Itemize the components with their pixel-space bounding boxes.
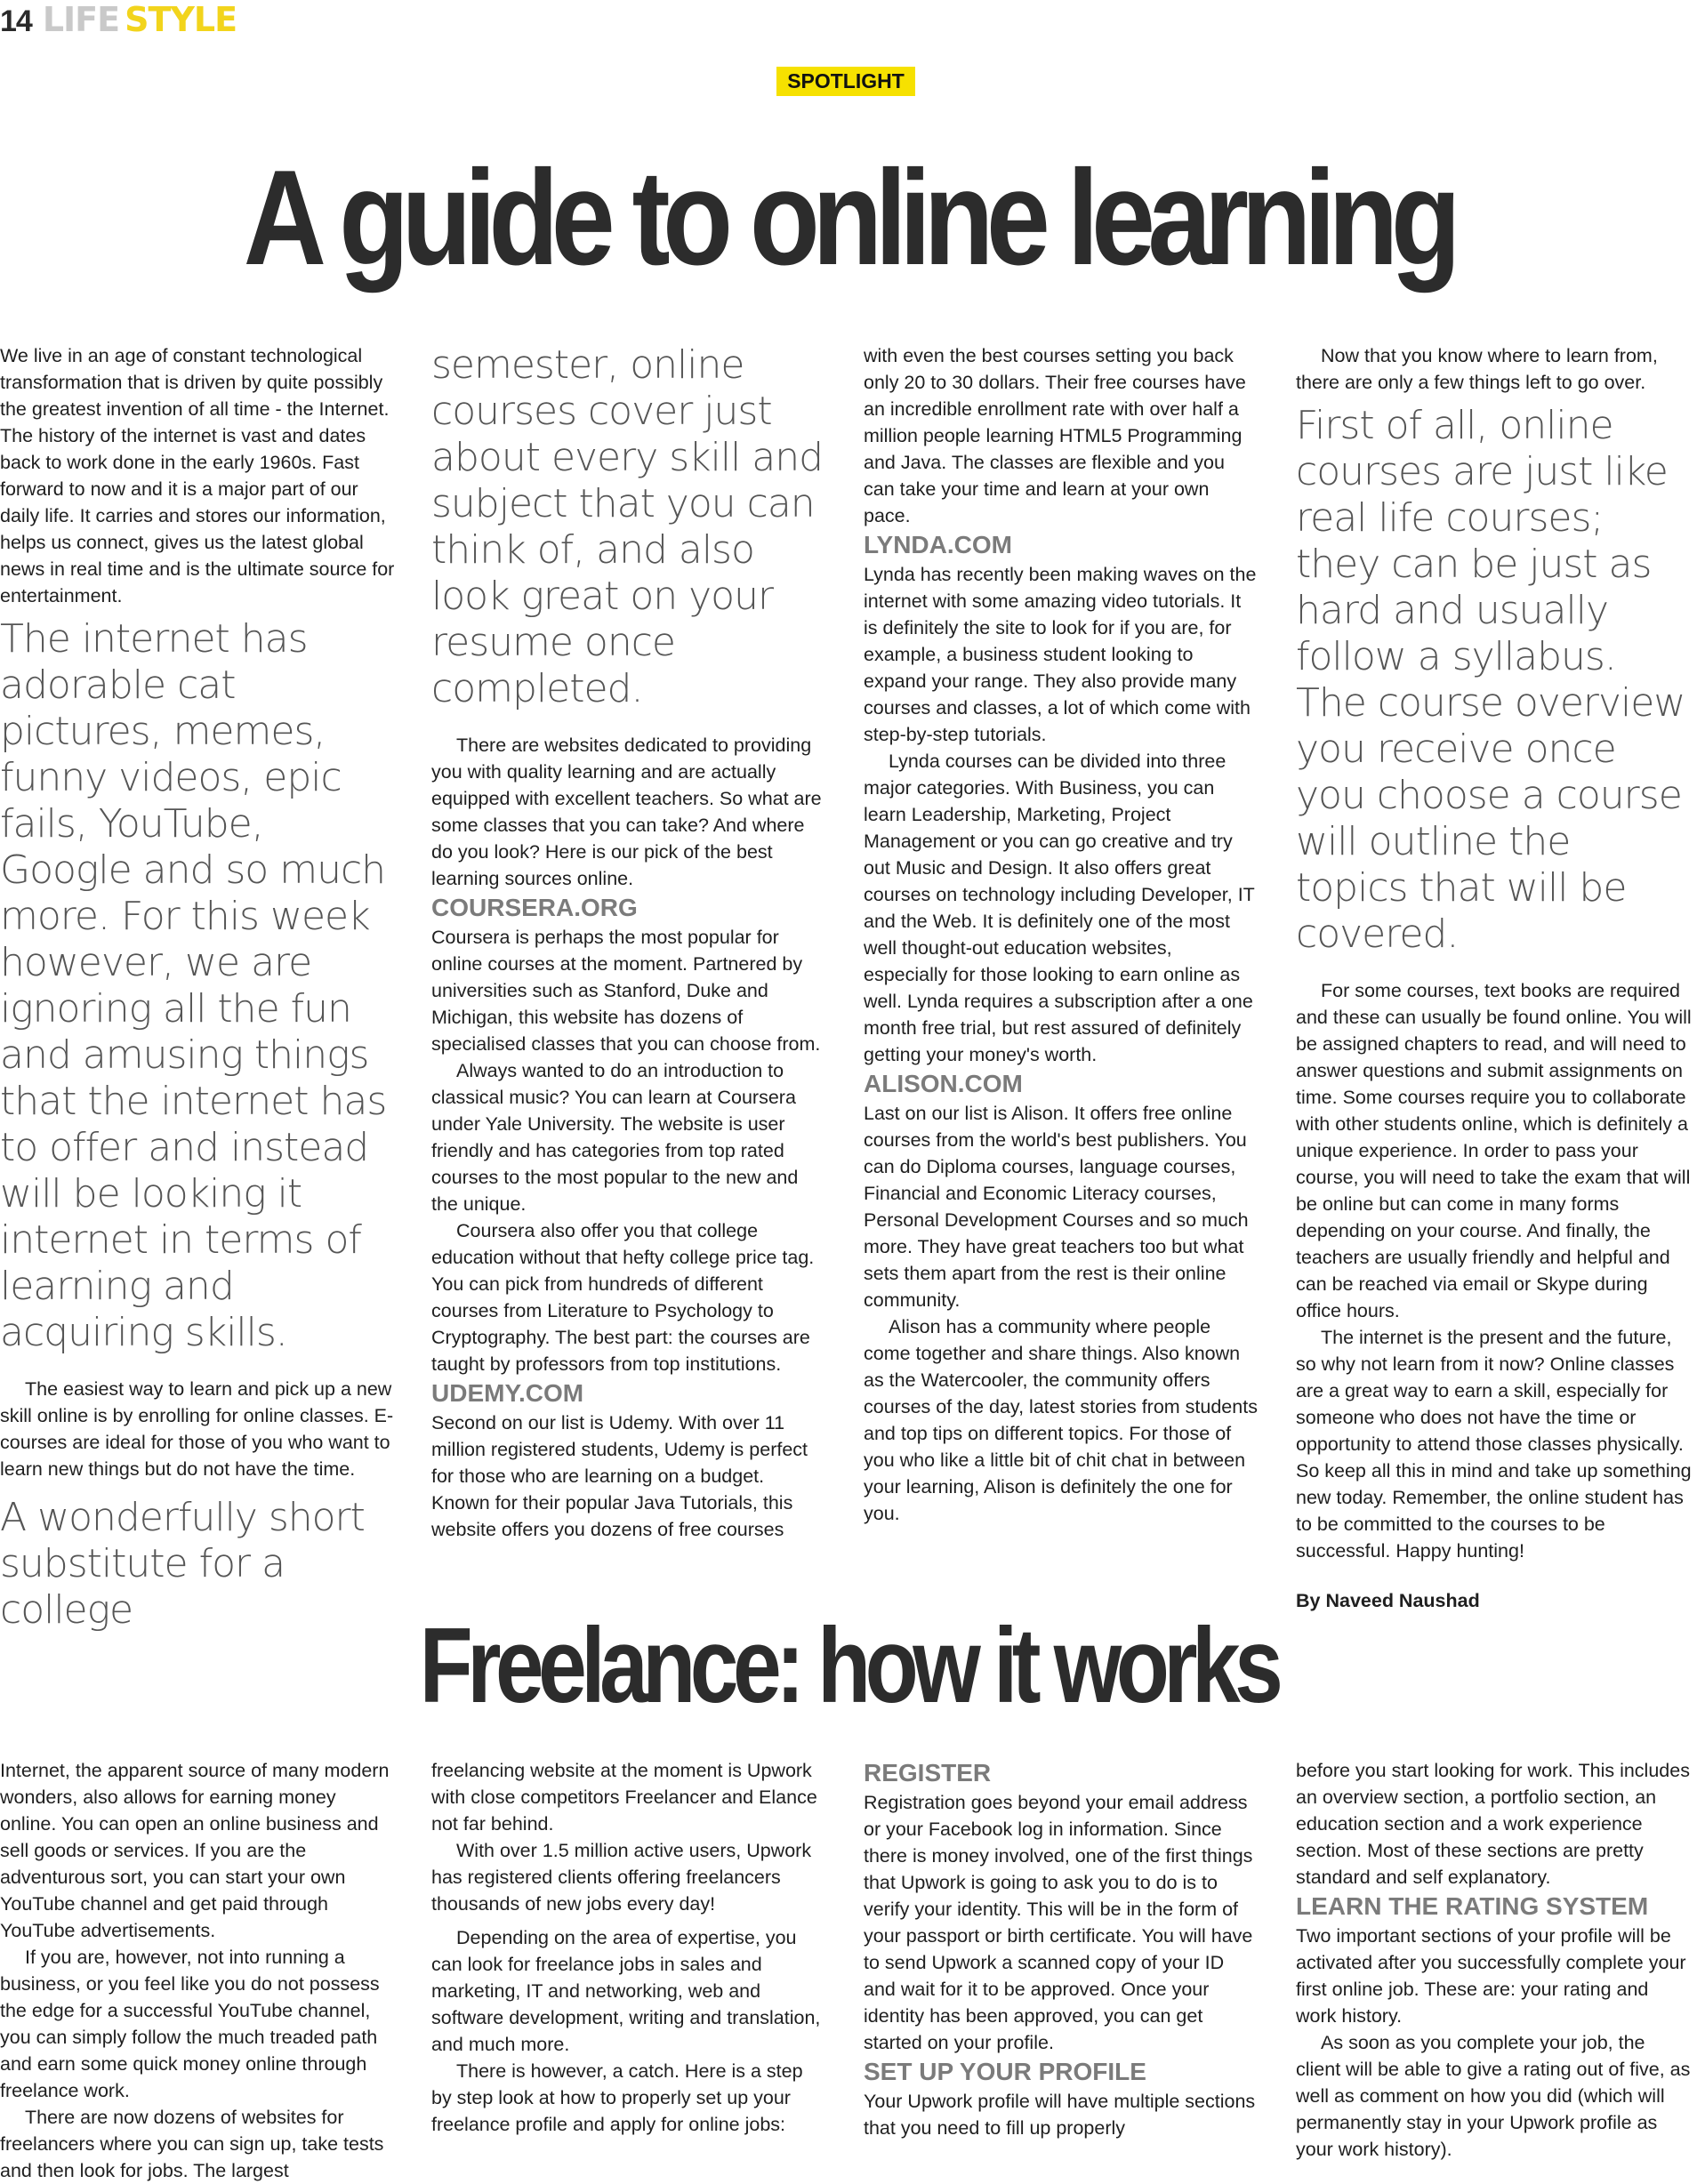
body-paragraph: The internet is the present and the future, so why not learn from it now? Online classes are a great way to earn a skill, especially for someone who does not have the time or opportunity to attend those classes physically. So keep all this in mind and take up something new today. Remember, the online student has to be committed to the courses to be successful. Happy hunting!	[1296, 1327, 1692, 1562]
subhead-alison: ALISON.COM	[864, 1070, 1023, 1097]
pull-quote: semester, online courses cover just about every skill and subject that you can think of, and also look great on your resume once completed.	[431, 342, 824, 711]
subhead-set-up-profile: SET UP YOUR PROFILE	[864, 2058, 1146, 2085]
body-paragraph: For some courses, text books are required and these can usually be found online. You will be assigned chapters to read, and will need to answer questions and submit assignments on time. Some courses require you to collaborate with other students online, which is definitely a unique experience. In order to pass your course, you will need to take the exam that will be online but can come in many forms depending on your course. And finally, the teachers are usually friendly and helpful and can be reached via email or Skype during office hours.	[1296, 980, 1692, 1321]
body-paragraph: If you are, however, not into running a business, or you feel like you do not possess the edge for a successful YouTube channel, you can simply follow the much treaded path and earn some quick money online through freelance work.	[0, 1947, 380, 2101]
article2-column-2	[431, 1757, 827, 2172]
body-paragraph: Second on our list is Udemy. With over 11 million registered students, Udemy is perfect for those who are learning on a budget. Known for their popular Java Tutorials, this website offers you dozens of free courses	[431, 1412, 808, 1540]
article1-headline: A guide to online learning	[243, 142, 1454, 293]
article2-column-1	[0, 1757, 396, 2181]
subhead-rating-system: LEARN THE RATING SYSTEM	[1296, 1892, 1649, 1920]
article2-column-4	[1296, 1757, 1692, 2172]
body-paragraph: There are now dozens of websites for freelancers where you can sign up, take tests and then look for jobs. The largest	[0, 2107, 384, 2181]
body-paragraph: Registration goes beyond your email address or your Facebook log in information. Since there is money involved, one of the first things that Upwork is going to ask you to do is to verify your identity. This will be in the form of your passport or birth certificate. You will have to send Upwork a scanned copy of your ID and wait for it to be approved. Once your identity has been approved, you can get started on your profile.	[864, 1792, 1253, 2053]
body-paragraph: freelancing website at the moment is Upwork with close competitors Freelancer and Elance not far behind.	[431, 1760, 817, 1835]
subhead-lynda: LYNDA.COM	[864, 531, 1012, 558]
body-paragraph: Now that you know where to learn from, there are only a few things left to go over.	[1296, 345, 1658, 393]
subhead-register: REGISTER	[864, 1759, 992, 1787]
subhead-coursera: COURSERA.ORG	[431, 894, 638, 921]
body-paragraph: Depending on the area of expertise, you can look for freelance jobs in sales and marketing, IT and networking, web and software development, writing and translation, and much more.	[431, 1927, 821, 2055]
body-paragraph: As soon as you complete your job, the client will be able to give a rating out of five, as well as comment on how you did (which will permanently stay in your Upwork profile as your work history).	[1296, 2032, 1691, 2160]
body-paragraph: before you start looking for work. This includes an overview section, a portfolio section, an education section and a work experience section. Most of these sections are pretty standard and self explanatory.	[1296, 1760, 1690, 1888]
body-paragraph: Lynda has recently been making waves on the internet with some amazing video tutorials. It is definitely the site to look for if you are, for example, a business student looking to expand your range. They also provide many courses and classes, a lot of which come with step-by-step tutorials.	[864, 564, 1257, 745]
body-paragraph: Coursera is perhaps the most popular for online courses at the moment. Partnered by universities such as Stanford, Duke and Michigan, this website has dozens of specialised classes that you can choose from.	[431, 927, 821, 1055]
pull-quote: First of all, online courses are just like real life courses; they can be just as hard and usually follow a syllabus. The course overview you receive once you choose a course will outline the topics that will be covered.	[1296, 403, 1685, 957]
section-name-life: LIFE	[42, 0, 120, 39]
article2-headline: Freelance: how it works	[419, 1606, 1278, 1725]
article1-column-2	[431, 342, 827, 1547]
section-name-style: STYLE	[125, 0, 237, 39]
byline: By Naveed Naushad	[1296, 1590, 1480, 1611]
article1-column-1	[0, 342, 396, 1633]
body-paragraph: Two important sections of your profile will be activated after you successfully complete your first online job. These are: your rating and work history.	[1296, 1925, 1686, 2027]
page-number: 14	[0, 4, 32, 38]
pull-quote: The internet has adorable cat pictures, memes, funny videos, epic fails, YouTube, Google and so much more. For this week however, we are ignoring all the fun and amusing things that the internet has to offer and instead will be looking it internet in terms of learning and acquiring skills.	[0, 616, 387, 1355]
article1-column-4	[1296, 342, 1692, 1611]
body-paragraph: Alison has a community where people come together and share things. Also known as the Watercooler, the community offers courses of the day, latest stories from students and top tips on different topics. For those of you who like a little bit of chit chat in between your learning, Alison is definitely the one for you.	[864, 1316, 1258, 1524]
pull-quote: A wonderfully short substitute for a college	[0, 1495, 365, 1633]
body-paragraph: Lynda courses can be divided into three major categories. With Business, you can learn Leadership, Marketing, Project Management or you can go creative and try out Music and Design. It also offers great courses on technology including Developer, IT and the Web. It is definitely one of the most well thought-out education websites, especially for those looking to earn online as well. Lynda requires a subscription after a one month free trial, but rest assured of definitely getting your money's worth.	[864, 751, 1255, 1065]
article2-column-3	[864, 1757, 1259, 2172]
body-paragraph: We live in an age of constant technological transformation that is driven by quite possibly the greatest invention of all time - the Internet. The history of the internet is vast and dates back to work done in the early 1960s. Fast forward to now and it is a major part of our daily life. It carries and stores our information, helps us connect, gives us the latest global news in real time and is the ultimate source for entertainment.	[0, 345, 395, 606]
body-paragraph: Always wanted to do an introduction to classical music? You can learn at Coursera under Yale University. The website is user friendly and has categories from top rated courses to the most popular to the new and the unique.	[431, 1060, 799, 1215]
body-paragraph: Last on our list is Alison. It offers free online courses from the world's best publishers. You can do Diploma courses, language courses, Financial and Economic Literacy courses, Personal Development Courses and so much more. They have great teachers too but what sets them apart from the rest is their online community.	[864, 1103, 1249, 1311]
article1-column-3	[864, 342, 1259, 1547]
body-paragraph: with even the best courses setting you back only 20 to 30 dollars. Their free courses have an incredible enrollment rate with over half a million people learning HTML5 Programming and Java. The classes are flexible and you can take your time and learn at your own pace.	[864, 345, 1246, 526]
body-paragraph: Your Upwork profile will have multiple sections that you need to fill up properly	[864, 2091, 1256, 2139]
body-paragraph: Internet, the apparent source of many modern wonders, also allows for earning money online. You can open an online business and sell goods or services. If you are the adventurous sort, you can start your own YouTube channel and get paid through YouTube advertisements.	[0, 1760, 390, 1941]
spotlight-badge: SPOTLIGHT	[776, 67, 915, 96]
body-paragraph: There are websites dedicated to providing you with quality learning and are actually equipped with excellent teachers. So what are some classes that you can take? And where do you look? Here is our pick of the best learning sources online.	[431, 735, 822, 889]
body-paragraph: With over 1.5 million active users, Upwork has registered clients offering freelancers thousands of new jobs every day!	[431, 1840, 812, 1915]
body-paragraph: Coursera also offer you that college education without that hefty college price tag. You can pick from hundreds of different courses from Literature to Psychology to Cryptography. The best part: the courses are taught by professors from top institutions.	[431, 1220, 815, 1375]
body-paragraph: The easiest way to learn and pick up a new skill online is by enrolling for online classes. E-courses are ideal for those of you who want to learn new things but do not have the time.	[0, 1378, 394, 1480]
page-header	[0, 0, 237, 39]
subhead-udemy: UDEMY.COM	[431, 1379, 584, 1407]
body-paragraph: There is however, a catch. Here is a step by step look at how to properly set up your freelance profile and apply for online jobs:	[431, 2060, 803, 2135]
